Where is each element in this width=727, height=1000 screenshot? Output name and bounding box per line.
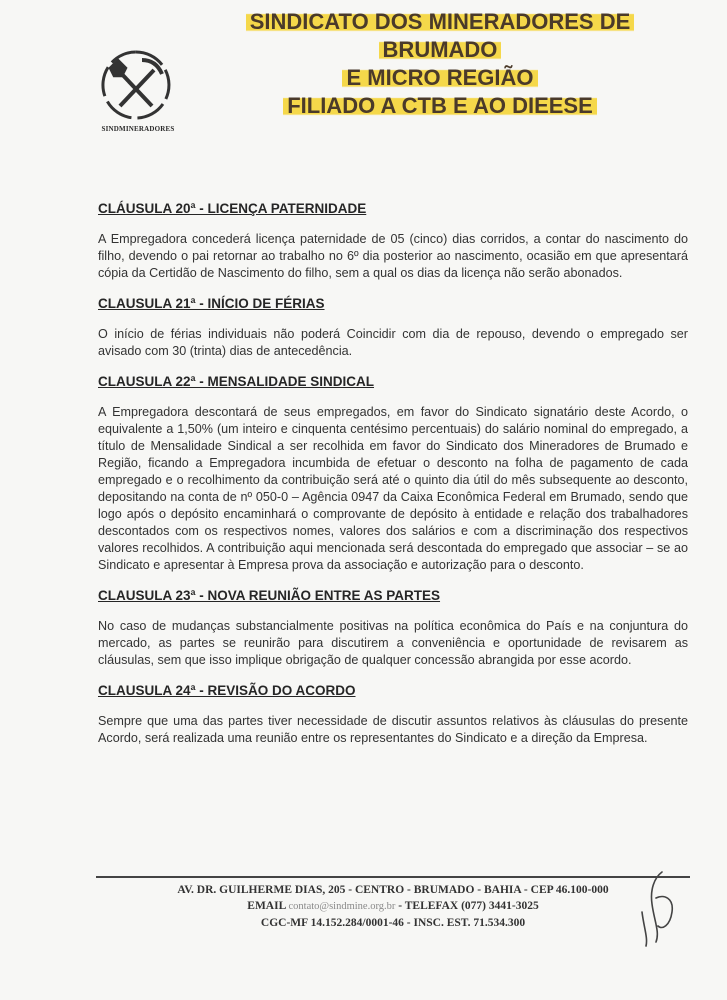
title-line-3: E MICRO REGIÃO [342, 65, 537, 90]
clause-21-title: CLAUSULA 21ª - INÍCIO DE FÉRIAS [98, 296, 325, 311]
union-title [190, 8, 690, 120]
footer [96, 882, 690, 931]
clause-24-title: CLAUSULA 24ª - REVISÃO DO ACORDO [98, 683, 356, 698]
phone: - TELEFAX (077) 3441-3025 [398, 900, 539, 912]
letterhead [0, 0, 727, 150]
clause-20-title: CLÁUSULA 20ª - LICENÇA PATERNIDADE [98, 201, 367, 216]
clause-23-text: No caso de mudanças substancialmente positivas na política econômica do País e na conjuntura do mercado, as partes se reunirão para discutirem a conveniência e oportunidade de revisarem as cláusulas, sem que isso implique obrigação de qualquer concessão abrangida por esse acordo. [98, 619, 688, 667]
document-body [98, 201, 688, 761]
clause-22-title: CLAUSULA 22ª - MENSALIDADE SINDICAL [98, 374, 375, 389]
footer-address: AV. DR. GUILHERME DIAS, 205 - CENTRO - BRUMADO - BAHIA - CEP 46.100-000 [177, 884, 609, 896]
footer-contact [96, 898, 690, 915]
crossed-pickaxe-shovel-icon [103, 52, 169, 118]
title-line-1: SINDICATO DOS MINERADORES DE [246, 9, 635, 34]
union-logo [96, 46, 176, 136]
title-line-2: BRUMADO [379, 37, 502, 62]
clause-23-title: CLAUSULA 23ª - NOVA REUNIÃO ENTRE AS PARTES [98, 588, 441, 603]
logo-caption: SINDMINERADORES [101, 125, 175, 133]
title-line-4: FILIADO A CTB E AO DIEESE [283, 93, 597, 118]
clause-22-text: A Empregadora descontará de seus empregados, em favor do Sindicato signatário deste Acordo, o equivalente a 1,50% (um inteiro e cinquenta centésimo percentuais) do salário nominal do empregado, a título de Mensalidade Sindical a ser recolhida em favor do Sindicato dos Mineradores de Brumado e Região, ficando a Empregadora incumbida de efetuar o desconto na folha de pagamento de cada empregado e o recolhimento da contribuição será até o quinto dia útil do mês subsequente ao desconto, depositando na conta de nº 050-0 – Agência 0947 da Caixa Econômica Federal em Brumado, sendo que logo após o depósito encaminhará o comprovante de depósito à entidade e relação dos trabalhadores descontados com os respectivos nomes, valores dos salários e com a discriminação dos respectivos valores recolhidos. A contribuição aqui mencionada será descontada do empregado que associar – se ao Sindicato e apresentar à Empresa prova da associação e autorização para o desconto. [98, 405, 688, 572]
clause-24-text: Sempre que uma das partes tiver necessidade de discutir assuntos relativos às cláusulas do presente Acordo, será realizada uma reunião entre os representantes do Sindicato e a direção da Empresa. [98, 714, 688, 745]
footer-divider [96, 876, 690, 878]
email-label: EMAIL [247, 900, 286, 912]
footer-registration: CGC-MF 14.152.284/0001-46 - INSC. EST. 71.534.300 [260, 917, 526, 929]
clause-21-text: O início de férias individuais não poderá Coincidir com dia de repouso, devendo o empregado ser avisado com 30 (trinta) dias de antecedência. [98, 327, 688, 358]
handwritten-initials [634, 868, 690, 948]
clause-20-text: A Empregadora concederá licença paternidade de 05 (cinco) dias corridos, a contar do nascimento do filho, devendo o pai retornar ao trabalho no 6º dia posterior ao nascimento, ocasião em que apresentará cópia da Certidão de Nascimento do filho, sem a qual os dias da licença não serão abonados. [98, 232, 688, 280]
email-link[interactable]: contato@sindmine.org.br [288, 901, 396, 912]
